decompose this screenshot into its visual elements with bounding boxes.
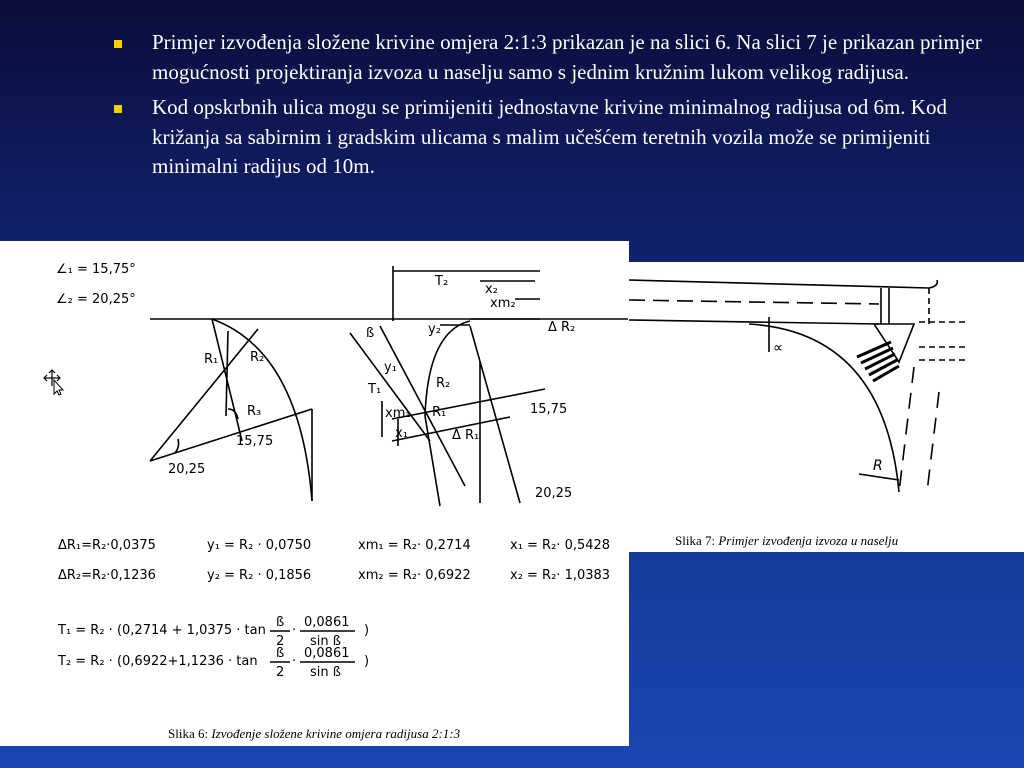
fraction-denominator: sin ß [310,634,341,649]
y1-label: y₁ [384,360,397,375]
fraction-denominator: 2 [276,665,285,680]
figure-6-caption [168,726,460,742]
bullet-item [112,93,1012,182]
fraction-numerator: 0,0861 [304,615,350,630]
caption-label: Slika 6: [168,726,209,741]
fraction-denominator: 2 [276,634,285,649]
bullet-list [112,28,1012,188]
delta-r2-label: Δ R₂ [548,320,576,335]
figure-6-drawing [0,241,629,746]
x2-label: x₂ [485,282,498,297]
formula: xm₁ = R₂· 0,2714 [358,538,471,553]
bullet-square-icon [114,40,122,48]
fraction-numerator: 0,0861 [304,646,350,661]
figure-6 [0,241,629,746]
xm2-label: xm₂ [490,296,516,311]
r2-label: R₂ [250,350,265,365]
alpha-label: ∝ [773,340,784,356]
radius-label: R [873,458,883,474]
formula: xm₂ = R₂· 0,6922 [358,568,471,583]
caption-text: Primjer izvođenja izvoza u naselju [718,533,899,548]
x1-label: x₁ [395,426,408,441]
angle-value-label: 15,75 [530,402,568,417]
angle-2-label: ∠₂ = 20,25° [56,292,136,307]
paren-close: ) [364,654,370,669]
y2-label: y₂ [428,322,441,337]
move-cursor-icon [42,368,66,401]
angle-value-label: 20,25 [535,486,573,501]
figure-7 [629,262,1024,552]
formula: y₂ = R₂ · 0,1856 [207,568,312,583]
r3-label: R₃ [247,404,262,419]
angle-value-label: 20,25 [168,462,206,477]
caption-label: Slika 7: [675,533,716,548]
dot: · [292,654,297,669]
r2-label: R₂ [436,376,451,391]
t2-formula: T₂ = R₂ · (0,6922+1,1236 · tan [58,654,258,669]
xm1-label: xm₁ [385,406,411,421]
bullet-text: Primjer izvođenja složene krivine omjera 2:1:3 prikazan je na slici 6. Na slici 7 je prikazan primjer mogućnosti projektiranja izvoza u naselju samo s jednim kružnim lukom velikog radijusa. [152,30,982,84]
t2-label: T₂ [435,274,449,289]
fraction-numerator: ß [276,615,285,630]
formula: ΔR₂=R₂·0,1236 [58,568,156,583]
formula: y₁ = R₂ · 0,0750 [207,538,312,553]
paren-close: ) [364,623,370,638]
formula: x₂ = R₂· 1,0383 [510,568,611,583]
angle-value-label: 15,75 [236,434,274,449]
bullet-item [112,28,1012,87]
caption-text: Izvođenje složene krivine omjera radijusa 2:1:3 [211,726,461,741]
r1-label: R₁ [204,352,219,367]
bullet-square-icon [114,105,122,113]
figure-7-caption [675,533,898,549]
dot: · [292,623,297,638]
t1-label: T₁ [368,382,382,397]
formula: x₁ = R₂· 0,5428 [510,538,611,553]
t1-formula: T₁ = R₂ · (0,2714 + 1,0375 · tan [58,623,266,638]
bullet-text: Kod opskrbnih ulica mogu se primijeniti jednostavne krivine minimalnog radijusa od 6m. Kod križanja sa sabirnim i gradskim ulicama s malim učešćem teretnih vozila može se primijeniti minimalni radijus od 10m. [152,95,947,178]
delta-r1-label: Δ R₁ [452,428,480,443]
r1-label: R₁ [432,405,447,420]
fraction-numerator: ß [276,646,285,661]
formula: ΔR₁=R₂·0,0375 [58,538,156,553]
beta-label: ß [366,326,375,341]
fraction-denominator: sin ß [310,665,341,680]
angle-1-label: ∠₁ = 15,75° [56,262,136,277]
figure-7-drawing [629,262,1024,522]
